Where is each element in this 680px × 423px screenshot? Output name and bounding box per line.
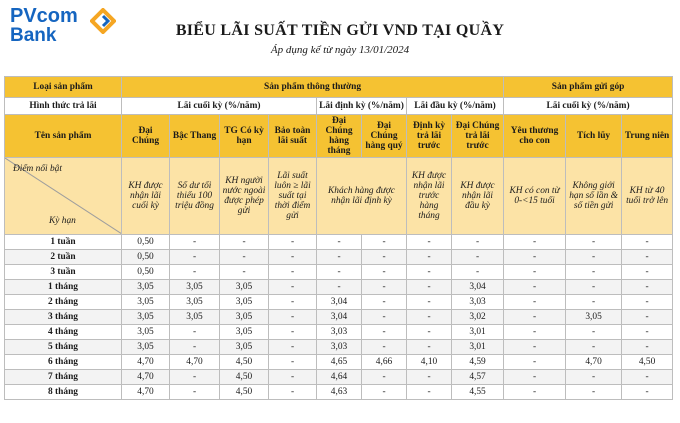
rate-cell: 4,50 bbox=[622, 355, 673, 370]
rate-cell: 4,55 bbox=[452, 385, 504, 400]
rate-cell: 3,05 bbox=[170, 310, 220, 325]
product-type-row bbox=[5, 77, 673, 98]
rate-cell: 4,59 bbox=[452, 355, 504, 370]
rate-cell: - bbox=[317, 280, 362, 295]
rate-cell: - bbox=[269, 370, 317, 385]
rate-cell: - bbox=[622, 295, 673, 310]
logo-line2: Bank bbox=[10, 25, 57, 46]
rate-cell: - bbox=[622, 280, 673, 295]
feature-cell: Lãi suất luôn ≥ lãi suất tại thời điểm gửi bbox=[269, 158, 317, 235]
payment-method-row bbox=[5, 98, 673, 115]
term-cell: 1 tuần bbox=[5, 235, 122, 250]
effective-date: Áp dụng kể từ ngày 13/01/2024 bbox=[270, 44, 410, 56]
table-row bbox=[5, 295, 673, 310]
table-row bbox=[5, 265, 673, 280]
term-cell: 2 tháng bbox=[5, 295, 122, 310]
rate-cell: - bbox=[362, 235, 407, 250]
rate-cell: - bbox=[407, 235, 452, 250]
rate-cell: - bbox=[566, 370, 622, 385]
rate-cell: - bbox=[362, 340, 407, 355]
rate-cell: 4,70 bbox=[170, 355, 220, 370]
term-cell: 6 tháng bbox=[5, 355, 122, 370]
rate-cell: - bbox=[622, 235, 673, 250]
term-cell: 1 tháng bbox=[5, 280, 122, 295]
rate-cell: - bbox=[269, 385, 317, 400]
rate-cell: - bbox=[220, 265, 269, 280]
rate-cell: - bbox=[269, 295, 317, 310]
product-name: Đại Chúng trả lãi trước bbox=[452, 115, 504, 158]
rate-cell: - bbox=[566, 280, 622, 295]
rate-cell: - bbox=[170, 370, 220, 385]
rate-cell: 4,66 bbox=[362, 355, 407, 370]
page-title: BIỂU LÃI SUẤT TIỀN GỬI VND TẠI QUẦY bbox=[175, 22, 505, 39]
table-row bbox=[5, 310, 673, 325]
table-row bbox=[5, 250, 673, 265]
rate-cell: - bbox=[452, 265, 504, 280]
rate-cell: - bbox=[566, 340, 622, 355]
term-cell: 7 tháng bbox=[5, 370, 122, 385]
product-name: Đại Chúng hàng quý bbox=[362, 115, 407, 158]
rate-cell: 3,05 bbox=[220, 295, 269, 310]
rate-cell: 3,01 bbox=[452, 340, 504, 355]
product-name: Tích lũy bbox=[566, 115, 622, 158]
feature-term-header bbox=[5, 158, 122, 235]
rate-cell: 3,05 bbox=[220, 310, 269, 325]
end-of-term-savings-header: Lãi cuối kỳ (%/năm) bbox=[504, 98, 673, 115]
rate-cell: 4,50 bbox=[220, 370, 269, 385]
rate-cell: - bbox=[566, 325, 622, 340]
rate-cell: - bbox=[362, 325, 407, 340]
product-name: Bảo toàn lãi suất bbox=[269, 115, 317, 158]
rate-cell: - bbox=[317, 265, 362, 280]
rate-cell: 3,04 bbox=[317, 295, 362, 310]
rate-cell: - bbox=[269, 325, 317, 340]
rate-cell: 4,63 bbox=[317, 385, 362, 400]
rate-cell: - bbox=[362, 265, 407, 280]
rate-cell: 3,02 bbox=[452, 310, 504, 325]
rate-cell: - bbox=[452, 250, 504, 265]
rate-cell: - bbox=[170, 340, 220, 355]
rate-cell: - bbox=[622, 385, 673, 400]
rate-cell: 3,05 bbox=[122, 325, 170, 340]
rate-cell: - bbox=[269, 250, 317, 265]
rate-cell: - bbox=[362, 370, 407, 385]
rate-cell: - bbox=[269, 355, 317, 370]
rate-cell: 3,03 bbox=[317, 340, 362, 355]
rate-cell: 3,05 bbox=[220, 340, 269, 355]
rate-cell: - bbox=[362, 280, 407, 295]
rate-cell: - bbox=[566, 265, 622, 280]
rate-cell: - bbox=[566, 385, 622, 400]
rate-cell: - bbox=[317, 235, 362, 250]
rate-cell: - bbox=[566, 250, 622, 265]
rate-cell: 4,70 bbox=[566, 355, 622, 370]
regular-products-header: Sản phẩm thông thường bbox=[122, 77, 504, 98]
feature-cell: Khách hàng được nhận lãi định kỳ bbox=[317, 158, 407, 235]
product-name: Đại Chúng bbox=[122, 115, 170, 158]
feature-cell: KH được nhận lãi cuối kỳ bbox=[122, 158, 170, 235]
rate-cell: - bbox=[362, 250, 407, 265]
rate-cell: - bbox=[504, 325, 566, 340]
rate-cell: - bbox=[504, 265, 566, 280]
rate-cell: - bbox=[317, 250, 362, 265]
term-label: Kỳ hạn bbox=[49, 216, 76, 226]
rate-cell: 0,50 bbox=[122, 250, 170, 265]
rate-cell: 4,57 bbox=[452, 370, 504, 385]
rate-cell: - bbox=[269, 340, 317, 355]
rate-cell: - bbox=[170, 250, 220, 265]
rate-cell: - bbox=[269, 235, 317, 250]
rate-cell: - bbox=[220, 250, 269, 265]
rate-cell: - bbox=[362, 295, 407, 310]
feature-row bbox=[5, 158, 673, 235]
rate-cell: 3,05 bbox=[170, 280, 220, 295]
table-row bbox=[5, 235, 673, 250]
rate-cell: - bbox=[407, 265, 452, 280]
rate-cell: - bbox=[504, 310, 566, 325]
term-cell: 3 tháng bbox=[5, 310, 122, 325]
rate-cell: - bbox=[269, 265, 317, 280]
table-row bbox=[5, 370, 673, 385]
feature-cell: KH có con từ 0-<15 tuổi bbox=[504, 158, 566, 235]
table-row bbox=[5, 325, 673, 340]
rate-cell: - bbox=[504, 370, 566, 385]
rate-cell: - bbox=[220, 235, 269, 250]
rate-cell: 4,50 bbox=[220, 355, 269, 370]
rate-cell: - bbox=[622, 265, 673, 280]
term-cell: 3 tuần bbox=[5, 265, 122, 280]
rate-cell: - bbox=[407, 385, 452, 400]
logo-line1: PVcom bbox=[10, 5, 78, 27]
feature-cell: Số dư tối thiểu 100 triệu đồng bbox=[170, 158, 220, 235]
savings-products-header: Sản phẩm gửi góp bbox=[504, 77, 673, 98]
product-name-row bbox=[5, 115, 673, 158]
rate-cell: - bbox=[362, 385, 407, 400]
rate-cell: - bbox=[407, 325, 452, 340]
rate-cell: 4,65 bbox=[317, 355, 362, 370]
feature-cell: Không giới hạn số lần & số tiền gửi bbox=[566, 158, 622, 235]
rate-cell: - bbox=[407, 310, 452, 325]
table-row bbox=[5, 280, 673, 295]
product-type-label: Loại sản phẩm bbox=[5, 77, 122, 98]
rate-cell: 4,70 bbox=[122, 355, 170, 370]
rate-cell: 3,05 bbox=[220, 325, 269, 340]
rate-cell: 3,05 bbox=[122, 295, 170, 310]
feature-cell: KH được nhận lãi trước hàng tháng bbox=[407, 158, 452, 235]
rate-cell: 4,70 bbox=[122, 385, 170, 400]
table-row bbox=[5, 340, 673, 355]
end-of-term-regular-header: Lãi cuối kỳ (%/năm) bbox=[122, 98, 317, 115]
rate-cell: 3,04 bbox=[452, 280, 504, 295]
rate-cell: 0,50 bbox=[122, 265, 170, 280]
upfront-header: Lãi đầu kỳ (%/năm) bbox=[407, 98, 504, 115]
product-name-label: Tên sản phẩm bbox=[5, 115, 122, 158]
feature-cell: KH người nước ngoài được phép gửi bbox=[220, 158, 269, 235]
table-row bbox=[5, 385, 673, 400]
rate-cell: - bbox=[622, 250, 673, 265]
rate-cell: 3,05 bbox=[170, 295, 220, 310]
feature-label: Điểm nổi bật bbox=[13, 164, 62, 174]
rate-cell: 3,01 bbox=[452, 325, 504, 340]
rate-cell: - bbox=[407, 250, 452, 265]
product-name: Yêu thương cho con bbox=[504, 115, 566, 158]
table-body bbox=[5, 77, 673, 400]
rate-cell: - bbox=[407, 280, 452, 295]
rate-cell: - bbox=[504, 355, 566, 370]
rate-cell: 3,05 bbox=[122, 280, 170, 295]
rate-cell: - bbox=[407, 340, 452, 355]
rate-cell: - bbox=[504, 280, 566, 295]
rate-cell: 3,05 bbox=[566, 310, 622, 325]
term-cell: 2 tuần bbox=[5, 250, 122, 265]
rate-cell: - bbox=[269, 310, 317, 325]
rate-cell: - bbox=[622, 370, 673, 385]
rate-cell: 4,10 bbox=[407, 355, 452, 370]
rate-cell: 3,04 bbox=[317, 310, 362, 325]
rate-cell: 3,05 bbox=[122, 310, 170, 325]
rate-cell: - bbox=[170, 235, 220, 250]
payment-method-label: Hình thức trả lãi bbox=[5, 98, 122, 115]
rate-cell: - bbox=[566, 235, 622, 250]
rate-cell: - bbox=[622, 325, 673, 340]
rate-cell: - bbox=[566, 295, 622, 310]
rate-cell: - bbox=[504, 340, 566, 355]
rate-cell: 4,50 bbox=[220, 385, 269, 400]
rate-cell: - bbox=[622, 310, 673, 325]
rate-cell: 3,05 bbox=[220, 280, 269, 295]
rate-cell: - bbox=[504, 250, 566, 265]
rate-cell: - bbox=[504, 385, 566, 400]
term-cell: 5 tháng bbox=[5, 340, 122, 355]
rate-cell: - bbox=[170, 385, 220, 400]
product-name: Đại Chúng hàng tháng bbox=[317, 115, 362, 158]
rate-cell: - bbox=[504, 295, 566, 310]
rate-cell: 4,70 bbox=[122, 370, 170, 385]
rate-cell: - bbox=[452, 235, 504, 250]
rate-cell: - bbox=[407, 370, 452, 385]
rate-cell: 3,03 bbox=[452, 295, 504, 310]
periodic-header: Lãi định kỳ (%/năm) bbox=[317, 98, 407, 115]
term-cell: 4 tháng bbox=[5, 325, 122, 340]
rate-cell: 3,03 bbox=[317, 325, 362, 340]
rate-cell: - bbox=[269, 280, 317, 295]
table-row bbox=[5, 355, 673, 370]
product-name: Định kỳ trả lãi trước bbox=[407, 115, 452, 158]
product-name: Bậc Thang bbox=[170, 115, 220, 158]
interest-rate-table bbox=[4, 76, 673, 400]
rate-cell: - bbox=[504, 235, 566, 250]
rate-cell: - bbox=[170, 265, 220, 280]
rate-cell: - bbox=[407, 295, 452, 310]
rate-cell: - bbox=[622, 340, 673, 355]
rate-cell: - bbox=[362, 310, 407, 325]
rate-cell: 0,50 bbox=[122, 235, 170, 250]
term-cell: 8 tháng bbox=[5, 385, 122, 400]
product-name: TG Có kỳ hạn bbox=[220, 115, 269, 158]
product-name: Trung niên bbox=[622, 115, 673, 158]
rate-cell: 4,64 bbox=[317, 370, 362, 385]
rate-cell: - bbox=[170, 325, 220, 340]
rate-cell: 3,05 bbox=[122, 340, 170, 355]
feature-cell: KH được nhận lãi đầu kỳ bbox=[452, 158, 504, 235]
feature-cell: KH từ 40 tuổi trở lên bbox=[622, 158, 673, 235]
